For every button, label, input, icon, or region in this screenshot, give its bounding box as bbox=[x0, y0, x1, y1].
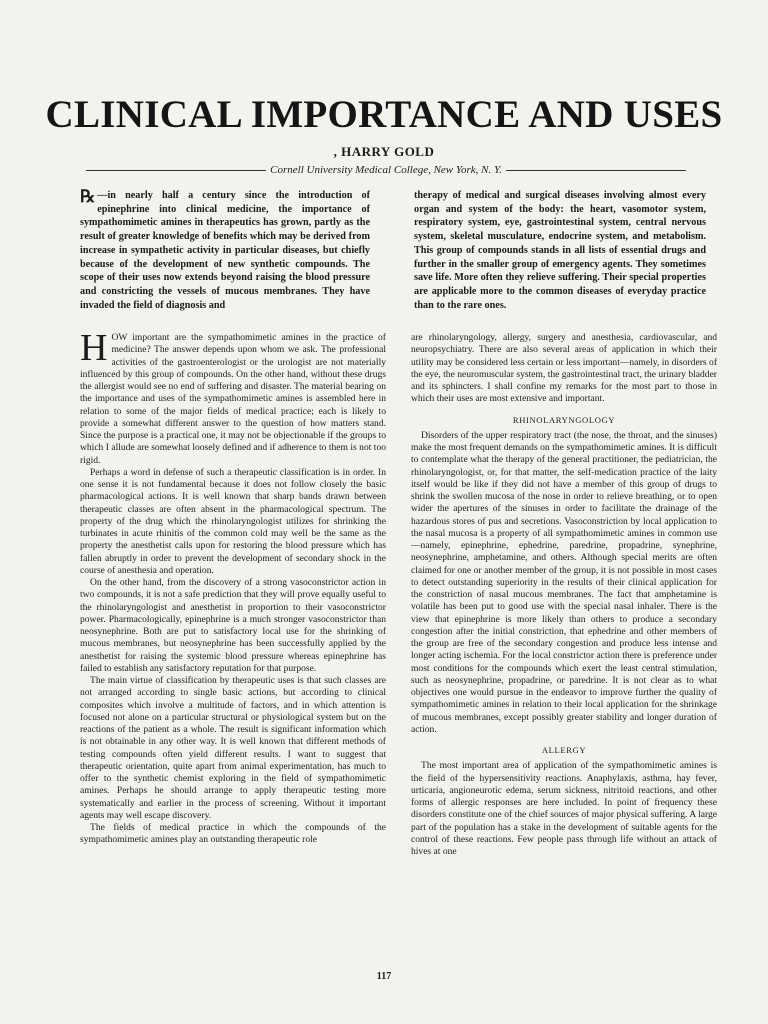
affiliation-line bbox=[86, 162, 686, 178]
affiliation-rule-right bbox=[506, 170, 686, 171]
section-heading-rhinolaryngology: RHINOLARYNGOLOGY bbox=[512, 414, 616, 425]
author-affiliation: Cornell University Medical College, New York, N. Y. bbox=[270, 164, 502, 176]
rx-symbol: ℞ bbox=[80, 187, 96, 206]
author-name: , HARRY GOLD bbox=[333, 144, 435, 159]
body-paragraph: The most important area of application of the sympathomimetic amines is the field of the hypersensitivity reactions. Anaphylaxis, asthma, hay fever, urticaria, angioneurotic edema, serum sickness, nitritoid reactions, and other forms of allergic responses are here included. In point of frequency these disorders constitute one of the chief sources of major physical suffering. A large part of the population has a stake in the development of suitable agents for the control of these reactions. Few people pass through life without an attack of hives at one bbox=[411, 760, 717, 857]
body-paragraph: Disorders of the upper respiratory tract (the nose, the throat, and the sinuses) make the most frequent demands on the sympathomimetic amines. It is difficult to contemplate what the therapy of the general practitioner, the pediatrician, the rhinolaryngologist, or, for that matter, the self-medication practice of the laity itself would be like if they did not have a member of this group of drugs to shrink the swollen mucosa of the nose in order to relieve breathing, or to open wider the apertures of the sinuses in order to facilitate the drainage of the hazardous stores of pus and secretions. Vasoconstriction by local application to the nasal mucosa is a property of all sympathomimetic amines in common use—namely, epinephrine, ephedrine, paredrine, propadrine, synephrine, neosynephrine, amphetamine, and others. Although special merits are often claimed for one or another member of the group, it is not possible in most cases to detect outstanding superiority in the results of their clinical application for the constriction of nasal mucous membranes. The fact that amphetamine is volatile has been put to good use with the special nasal inhaler. There is the view that epinephrine is more likely than others to produce a secondary congestion after the initial constriction, that ephedrine and other members of the group are free of the secondary congestion and produce less intense and longer acting ischemia. For the local constrictor action there is preference under most conditions for the compounds which exert the least central stimulation, such as neosynephrine, propadrine, or paredrine. It is not clear as to what objectives one would pursue in the endeavor to improve further the quality of sympathomimetic amines in relation to their local application for the shrinkage of mucous membranes, except possibly greater stability and longer duration of action. bbox=[411, 429, 717, 735]
affiliation-rule-left bbox=[86, 170, 266, 171]
body-paragraph: The main virtue of classification by therapeutic uses is that such classes are not arranged according to single basic actions, but according to clinical composites which involve a multitude of factors, and in which attention is focused not alone on a particular structural or physiological system but on the reactions of the patient as a whole. The result is significant information which is not obtainable in any other way. It is well known that different methods of testing compounds often yield different results. I want to suggest that therapeutic orientation, quite apart from animal experimentation, has much to offer to the synthetic chemist exploring in the field of sympathomimetic amines. Perhaps he should arrange to apply therapeutic testing more systematically and earlier in the process of screening. Without it important agents may well escape discovery. bbox=[80, 675, 386, 821]
page-number: 117 bbox=[376, 971, 392, 982]
body-left-column bbox=[80, 332, 386, 960]
body-paragraph: Perhaps a word in defense of such a therapeutic classification is in order. In one sense it is not fundamental because it does not follow closely the basic pharmacological actions. It is well known that sharp bands drawn between therapeutic classes are often absent in the pharmacological spectrum. The property of the drug which the rhinolaryngologist utilizes for shrinking the turbinates in acute rhinitis of the common cold may well be the same as the property the anesthetist calls upon for restoring the blood pressure which has fallen abruptly in order to prevent the development of secondary shock in the course of anesthesia and operation. bbox=[80, 466, 386, 576]
abstract-left-text: —in nearly half a century since the introduction of epinephrine into clinical medicine, the importance of sympathomimetic amines in therapeutics has grown, partly as the result of greater knowledge of benefits which may be derived from increase in sympathetic activity in particular diseases, but chiefly because of the development of new synthetic compounds. The scope of their uses now extends beyond raising the blood pressure and constricting the vessels of mucous membranes. They have invaded the field of diagnosis and bbox=[80, 190, 370, 311]
section-heading-allergy: ALLERGY bbox=[541, 745, 587, 755]
drop-cap: H bbox=[80, 332, 108, 369]
article-title: CLINICAL IMPORTANCE AND USES bbox=[45, 93, 723, 136]
abstract-left-column bbox=[80, 189, 370, 312]
body-paragraph: The fields of medical practice in which the compounds of the sympathomimetic amines play an outstanding therapeutic role bbox=[80, 822, 386, 846]
body-right-column bbox=[411, 332, 717, 960]
body-paragraph: HOW important are the sympathomimetic amines in the practice of medicine? The answer depends upon whom we ask. The professional activities of the gastroenterologist or the urologist are not materially influenced by this group of compounds. On the other hand, without these drugs the allergist would see no end of suffering and disaster. The material bearing on the importance and uses of the sympathomimetic amines is assembled here in relation to some of the major fields of medical practice; each is likely to provide a somewhat different answer to the question of how matters stand. Since the purpose is a practical one, it may not be objectionable if the groups to which I allude are somewhat loosely defined and if adherence to them is not too rigid. bbox=[80, 332, 386, 466]
body-paragraph: are rhinolaryngology, allergy, surgery and anesthesia, cardiovascular, and neuropsychiatry. There are also several areas of application in which their utility may be considered less certain or less important—namely, in disorders of the eye, the neuromuscular system, the gastrointestinal tract, the urinary bladder and its sphincters. I shall confine my remarks for the most part to those in which their uses are most extensive and important. bbox=[411, 332, 717, 405]
body-paragraph: On the other hand, from the discovery of a strong vasoconstrictor action in two compounds, it is not a safe prediction that they will prove equally useful to the rhinolaryngologist and anesthetist in proportion to their vasoconstrictor power. Pharmacologically, epinephrine is a much stronger vasoconstrictor than neosynephrine. Both are put to satisfactory local use for the shrinking of mucous membranes, but neosynephrine has been successfully applied by the anesthetist for raising the systemic blood pressure whereas epinephrine has failed to establish any satisfactory reputation for that purpose. bbox=[80, 577, 386, 674]
author-name-text: HARRY GOLD bbox=[341, 144, 435, 159]
abstract-right-column bbox=[414, 189, 706, 312]
abstract-right-text: therapy of medical and surgical diseases involving almost every organ and system of the body: the heart, vasomotor system, respiratory system, eye, gastrointestinal system, central nervous system, skeletal musculature, endocrine system, and metabolism. This group of compounds stands in all lists of essential drugs and further in the smaller group of emergency agents. They sometimes save life. More often they relieve suffering. Their special properties are applicable more to the common diseases of everyday practice than to the rare ones. bbox=[414, 190, 706, 311]
